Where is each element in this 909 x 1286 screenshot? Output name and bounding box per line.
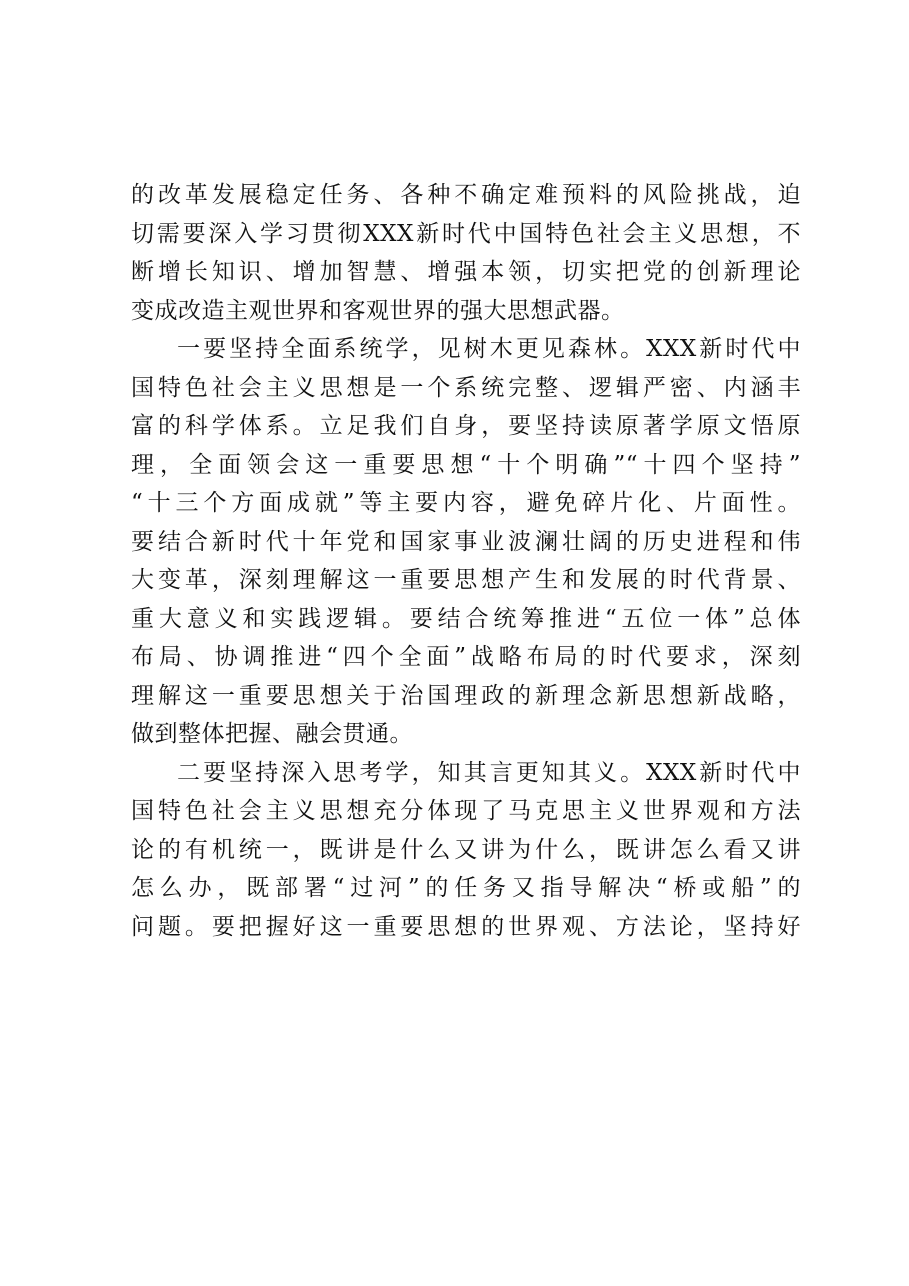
text-line-18: 论的有机统一，既讲是什么又讲为什么，既讲怎么看又讲 <box>131 836 801 863</box>
text-line-14: 理解这一重要思想关于治国理政的新理念新思想新战略， <box>131 682 801 709</box>
paragraph-1-heading-line: 一要坚持全面系统学，见树木更见森林。XXX新时代中 <box>177 336 801 362</box>
text-line-1: 的改革发展稳定任务、各种不确定难预料的风险挑战，迫 <box>131 182 801 208</box>
text-line-11: 大变革，深刻理解这一重要思想产生和发展的时代背景、 <box>131 567 801 593</box>
text-line-4: 变成改造主观世界和客观世界的强大思想武器。 <box>131 297 625 324</box>
text-line-8: 理，全面领会这一重要思想“十个明确”“十四个坚持” <box>131 451 801 478</box>
text-line-15: 做到整体把握、融会贯通。 <box>131 721 413 747</box>
text-line-10: 要结合新时代十年党和国家事业波澜壮阔的历史进程和伟 <box>131 528 801 555</box>
text-line-3: 断增长知识、增加智慧、增强本领，切实把党的创新理论 <box>131 259 801 285</box>
text-line-9: “十三个方面成就”等主要内容，避免碎片化、片面性。 <box>131 490 801 516</box>
body-text <box>131 176 801 946</box>
text-line-19: 怎么办，既部署“过河”的任务又指导解决“桥或船”的 <box>131 875 801 901</box>
paragraph-2-heading-line: 二要坚持深入思考学，知其言更知其义。XXX新时代中 <box>177 759 801 786</box>
text-line-7: 富的科学体系。立足我们自身，要坚持读原著学原文悟原 <box>131 413 801 439</box>
text-line-20: 问题。要把握好这一重要思想的世界观、方法论，坚持好 <box>131 913 801 940</box>
text-line-17: 国特色社会主义思想充分体现了马克思主义世界观和方法 <box>131 798 801 824</box>
text-line-12: 重大意义和实践逻辑。要结合统筹推进“五位一体”总体 <box>131 605 801 632</box>
text-line-6: 国特色社会主义思想是一个系统完整、逻辑严密、内涵丰 <box>131 374 801 401</box>
text-line-2: 切需要深入学习贯彻XXX新时代中国特色社会主义思想，不 <box>131 220 801 247</box>
text-line-13: 布局、协调推进“四个全面”战略布局的时代要求，深刻 <box>131 644 801 670</box>
